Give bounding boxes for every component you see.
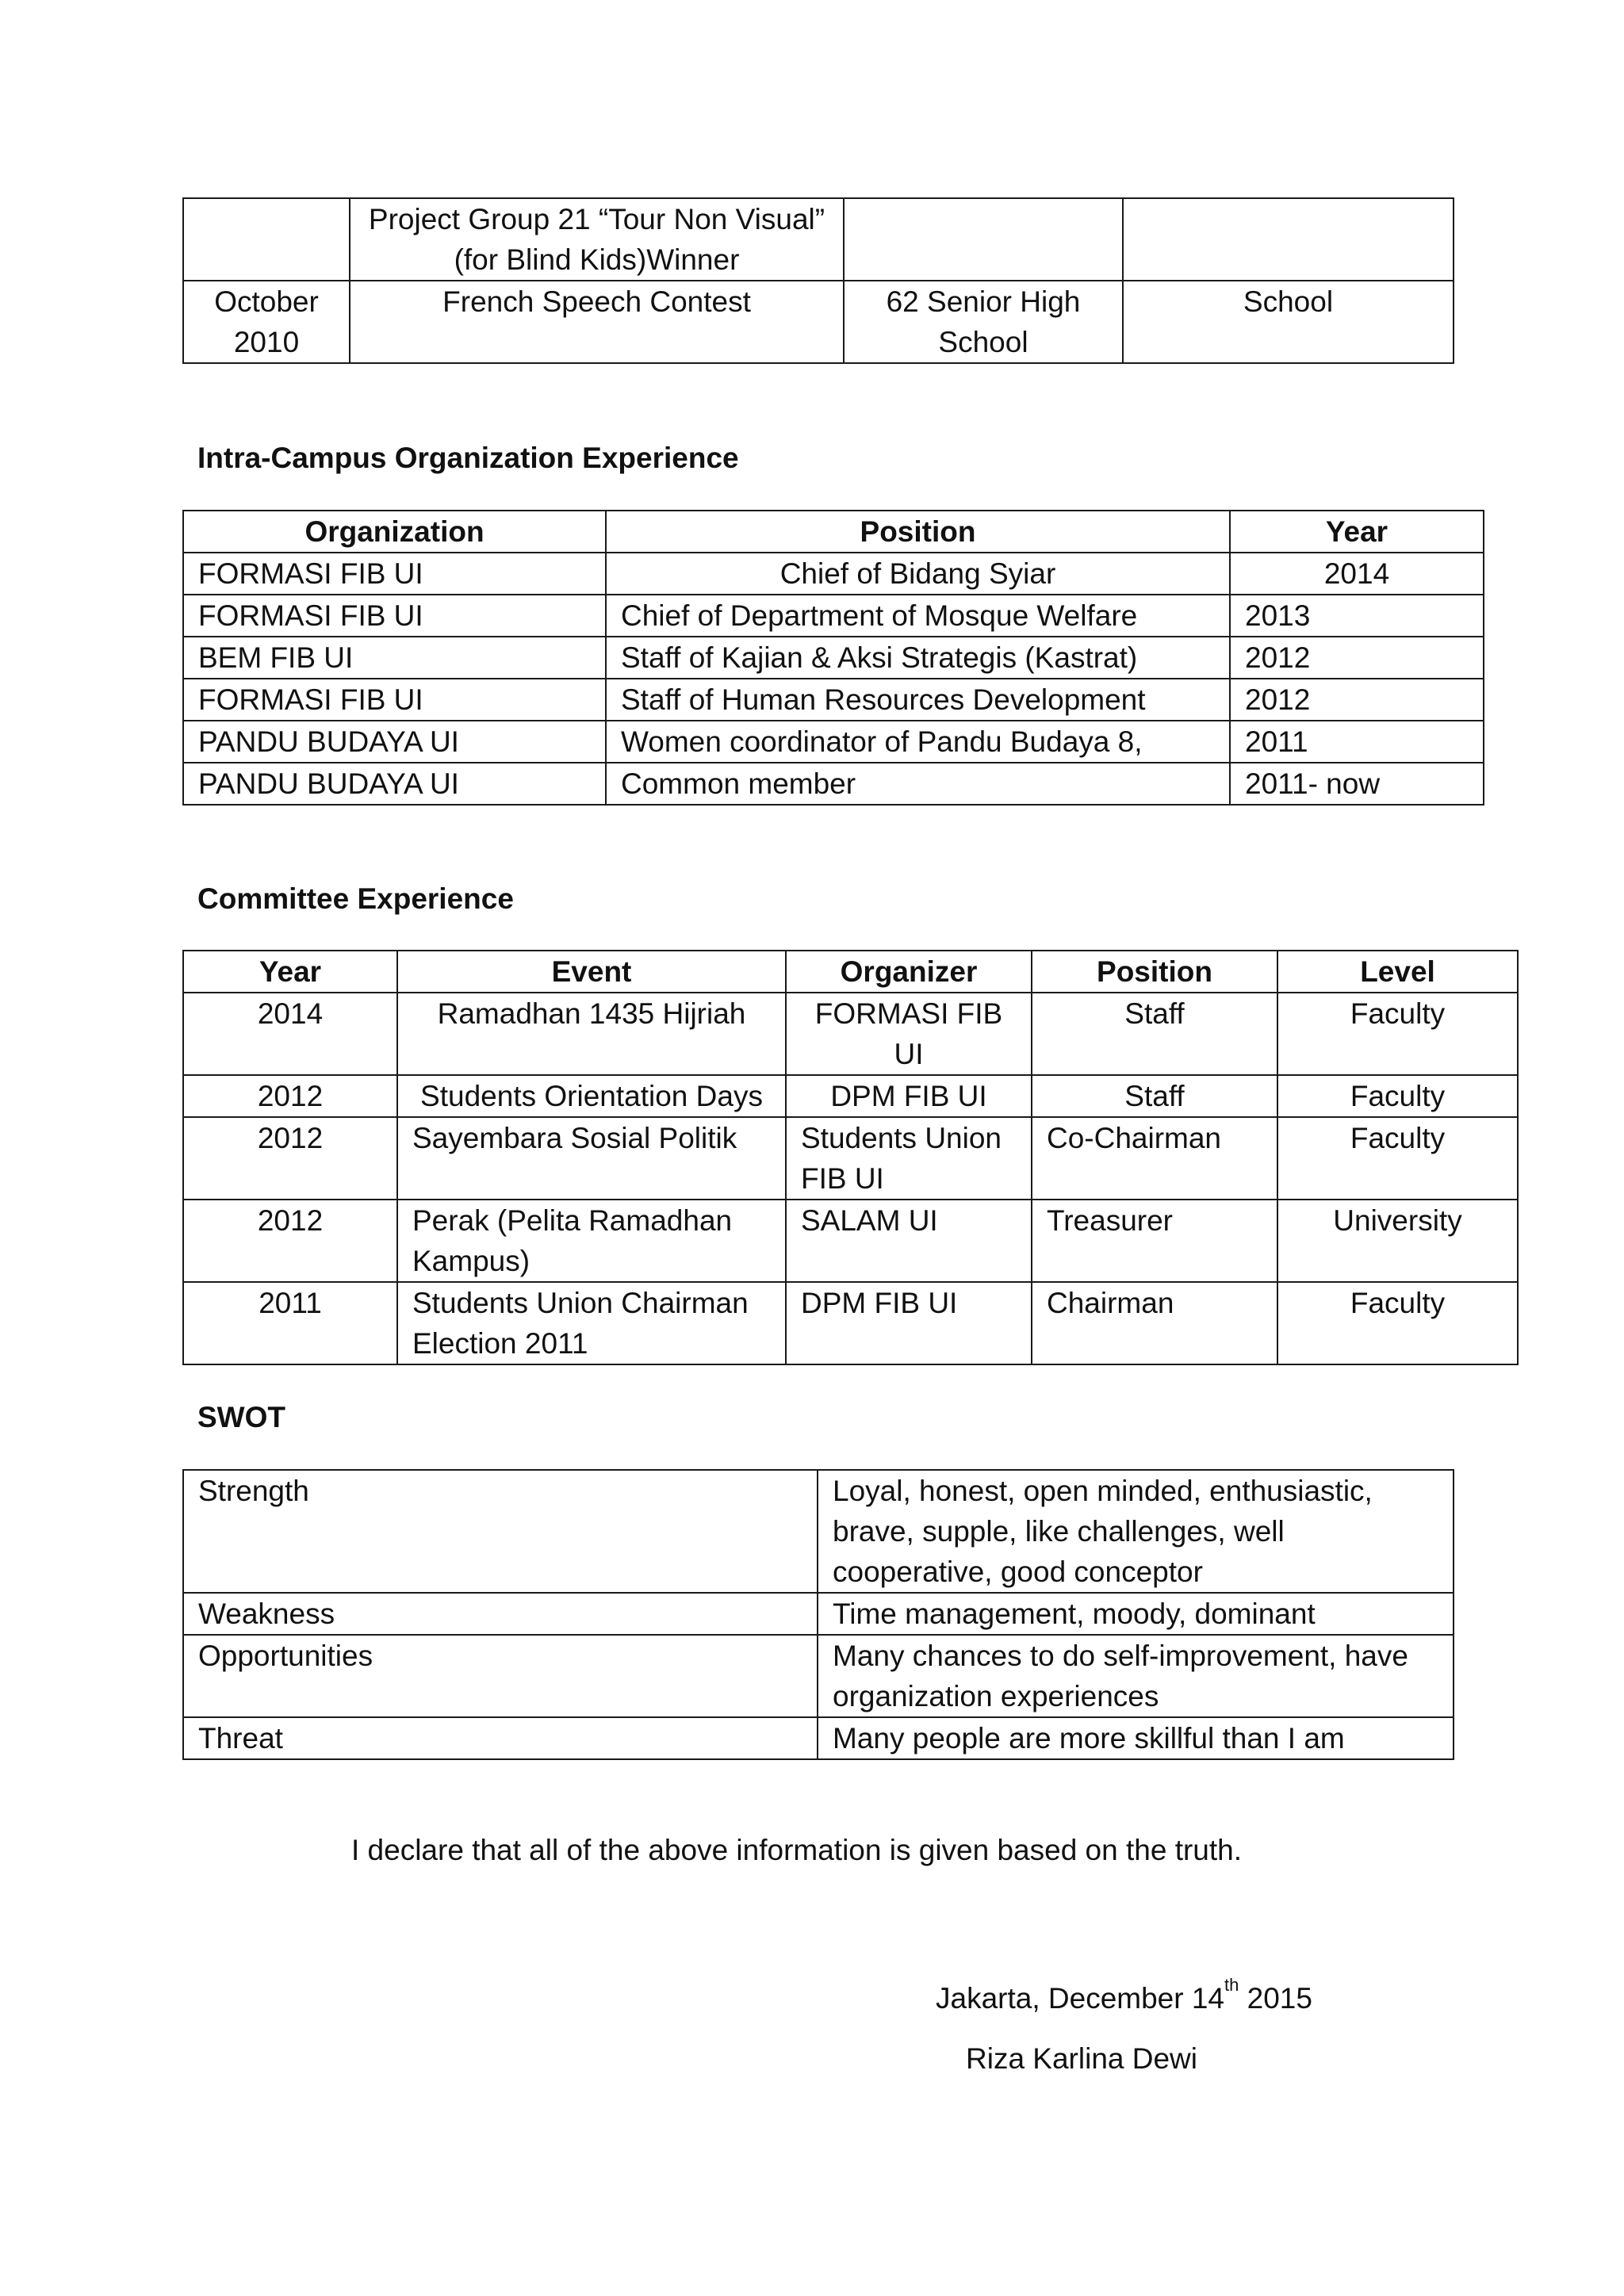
table-cell: Weakness (183, 1593, 818, 1635)
table-cell: 2014 (1230, 553, 1484, 595)
table-cell: Threat (183, 1717, 818, 1759)
table-cell: Strength (183, 1470, 818, 1593)
table-cell: Opportunities (183, 1635, 818, 1717)
table-cell: Chief of Bidang Syiar (606, 553, 1230, 595)
table-cell: Students Union Chairman Election 2011 (397, 1282, 786, 1364)
table-cell: Perak (Pelita Ramadhan Kampus) (397, 1200, 786, 1282)
column-header: Organizer (786, 951, 1032, 993)
table-cell: 2012 (1230, 637, 1484, 679)
table-row (183, 763, 1484, 805)
table-header-row (183, 511, 1484, 553)
date-suffix: th (1224, 1975, 1239, 1995)
column-header: Position (606, 511, 1230, 553)
table-cell: School (1123, 281, 1454, 363)
date-year: 2015 (1239, 1982, 1312, 2015)
table-row (183, 993, 1518, 1075)
column-header: Year (183, 951, 397, 993)
table-cell: Staff of Kajian & Aksi Strategis (Kastrat) (606, 637, 1230, 679)
place-date-prefix: Jakarta, December 14 (936, 1982, 1225, 2015)
table-cell: Students Orientation Days (397, 1075, 786, 1117)
table-cell: BEM FIB UI (183, 637, 606, 679)
table-row (183, 679, 1484, 721)
table-row (183, 1200, 1518, 1282)
swot-table (182, 1469, 1454, 1760)
table-cell: Chief of Department of Mosque Welfare (606, 595, 1230, 637)
table-cell: 2014 (183, 993, 397, 1075)
table-cell (183, 198, 350, 281)
table-cell: 2012 (183, 1117, 397, 1200)
table-cell: Faculty (1277, 993, 1518, 1075)
table-cell: 2011- now (1230, 763, 1484, 805)
table-cell: Chairman (1032, 1282, 1277, 1364)
column-header: Level (1277, 951, 1518, 993)
table-cell: Loyal, honest, open minded, enthusiastic, brave, supple, like challenges, well cooperative, good conceptor (818, 1470, 1454, 1593)
table-cell: Time management, moody, dominant (818, 1593, 1454, 1635)
declaration-text: I declare that all of the above information is given based on the truth. (351, 1834, 1243, 1866)
table-cell: 2012 (183, 1200, 397, 1282)
intra-heading: Intra-Campus Organization Experience (197, 442, 739, 474)
table-row (183, 1717, 1454, 1759)
swot-heading: SWOT (197, 1401, 285, 1433)
table-cell: Ramadhan 1435 Hijriah (397, 993, 786, 1075)
committee-heading: Committee Experience (197, 882, 514, 915)
table-cell: Women coordinator of Pandu Budaya 8, (606, 721, 1230, 763)
table-row (183, 1635, 1454, 1717)
table-cell: 2011 (1230, 721, 1484, 763)
table-row (183, 1470, 1454, 1593)
table-cell: DPM FIB UI (786, 1282, 1032, 1364)
table-cell: Sayembara Sosial Politik (397, 1117, 786, 1200)
table-cell: Students Union FIB UI (786, 1117, 1032, 1200)
table-cell: Staff of Human Resources Development (606, 679, 1230, 721)
table-row (183, 1075, 1518, 1117)
signatory-name: Riza Karlina Dewi (966, 2042, 1197, 2075)
column-header: Year (1230, 511, 1484, 553)
column-header: Position (1032, 951, 1277, 993)
table-cell: Staff (1032, 993, 1277, 1075)
table-cell: FORMASI FIB UI (183, 553, 606, 595)
achievements-table (182, 197, 1454, 364)
column-header: Event (397, 951, 786, 993)
table-cell: 2011 (183, 1282, 397, 1364)
table-cell: Faculty (1277, 1075, 1518, 1117)
table-row (183, 595, 1484, 637)
table-cell: Common member (606, 763, 1230, 805)
table-cell: FORMASI FIB UI (786, 993, 1032, 1075)
table-cell: FORMASI FIB UI (183, 595, 606, 637)
table-cell (1123, 198, 1454, 281)
intra-table (182, 510, 1484, 806)
table-cell: Faculty (1277, 1282, 1518, 1364)
table-cell: Treasurer (1032, 1200, 1277, 1282)
table-cell: PANDU BUDAYA UI (183, 721, 606, 763)
table-row (183, 281, 1454, 363)
table-row (183, 637, 1484, 679)
table-cell: University (1277, 1200, 1518, 1282)
table-cell: Many chances to do self-improvement, have organization experiences (818, 1635, 1454, 1717)
table-cell: 2012 (1230, 679, 1484, 721)
table-row (183, 1117, 1518, 1200)
table-row (183, 721, 1484, 763)
table-cell: FORMASI FIB UI (183, 679, 606, 721)
table-cell: PANDU BUDAYA UI (183, 763, 606, 805)
table-row (183, 198, 1454, 281)
table-header-row (183, 951, 1518, 993)
table-cell: Co-Chairman (1032, 1117, 1277, 1200)
table-cell: Project Group 21 “Tour Non Visual” (for Blind Kids)Winner (350, 198, 844, 281)
table-cell: Faculty (1277, 1117, 1518, 1200)
table-cell: Staff (1032, 1075, 1277, 1117)
table-cell: DPM FIB UI (786, 1075, 1032, 1117)
table-row (183, 1593, 1454, 1635)
table-cell: 2012 (183, 1075, 397, 1117)
table-cell: 62 Senior High School (844, 281, 1123, 363)
table-row (183, 553, 1484, 595)
table-row (183, 1282, 1518, 1364)
table-cell: SALAM UI (786, 1200, 1032, 1282)
table-cell: French Speech Contest (350, 281, 844, 363)
table-cell: October 2010 (183, 281, 350, 363)
table-cell: 2013 (1230, 595, 1484, 637)
committee-table (182, 950, 1519, 1365)
table-cell: Many people are more skillful than I am (818, 1717, 1454, 1759)
place-date (936, 1975, 1312, 2019)
column-header: Organization (183, 511, 606, 553)
table-cell (844, 198, 1123, 281)
